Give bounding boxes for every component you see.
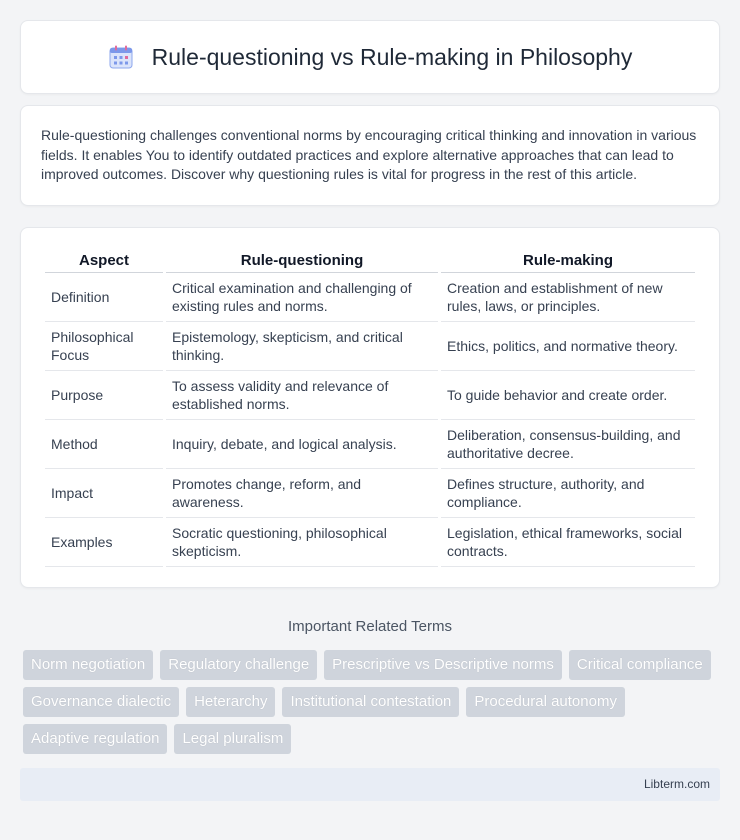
column-header-aspect: Aspect <box>45 248 163 273</box>
cell-aspect: Purpose <box>45 371 163 420</box>
header-card <box>20 20 720 94</box>
related-term-tag[interactable]: Governance dialectic <box>23 687 179 717</box>
table-row <box>45 469 695 518</box>
page-title: Rule-questioning vs Rule-making in Philosophy <box>151 43 633 70</box>
related-term-tag[interactable]: Heterarchy <box>186 687 275 717</box>
cell-rule-making: Legislation, ethical frameworks, social contracts. <box>441 518 695 567</box>
table-row <box>45 518 695 567</box>
related-term-tag[interactable]: Critical compliance <box>569 650 711 680</box>
related-terms-heading: Important Related Terms <box>288 617 452 635</box>
cell-rule-questioning: Inquiry, debate, and logical analysis. <box>166 420 438 469</box>
cell-rule-questioning: Critical examination and challenging of existing rules and norms. <box>166 273 438 322</box>
related-terms-list <box>20 650 720 754</box>
cell-rule-questioning: To assess validity and relevance of established norms. <box>166 371 438 420</box>
comparison-table <box>42 248 698 567</box>
related-term-tag[interactable]: Regulatory challenge <box>160 650 317 680</box>
cell-rule-questioning: Promotes change, reform, and awareness. <box>166 469 438 518</box>
cell-rule-making: Deliberation, consensus-building, and authoritative decree. <box>441 420 695 469</box>
cell-rule-making: To guide behavior and create order. <box>441 371 695 420</box>
footer <box>20 768 720 801</box>
footer-site-link[interactable]: Libterm.com <box>643 777 710 791</box>
cell-aspect: Method <box>45 420 163 469</box>
cell-aspect: Impact <box>45 469 163 518</box>
intro-text: Rule-questioning challenges conventional norms by encouraging critical thinking and innovation in various fields. It enables You to identify outdated practices and explore alternative approaches that can lead to improved outcomes. Discover why questioning rules is vital for progress in the rest of this article. <box>41 127 697 182</box>
table-row <box>45 371 695 420</box>
table-row <box>45 322 695 371</box>
related-term-tag[interactable]: Prescriptive vs Descriptive norms <box>324 650 562 680</box>
table-row <box>45 273 695 322</box>
table-row <box>45 420 695 469</box>
cell-aspect: Definition <box>45 273 163 322</box>
calendar-grid-icon <box>108 44 134 70</box>
related-term-tag[interactable]: Adaptive regulation <box>23 724 167 754</box>
intro-card <box>20 105 720 206</box>
cell-rule-questioning: Socratic questioning, philosophical skepticism. <box>166 518 438 567</box>
related-term-tag[interactable]: Norm negotiation <box>23 650 153 680</box>
cell-rule-making: Creation and establishment of new rules, laws, or principles. <box>441 273 695 322</box>
column-header-rule-questioning: Rule-questioning <box>166 248 438 273</box>
related-term-tag[interactable]: Procedural autonomy <box>466 687 625 717</box>
cell-aspect: Examples <box>45 518 163 567</box>
comparison-table-card <box>20 227 720 588</box>
cell-aspect: Philosophical Focus <box>45 322 163 371</box>
cell-rule-questioning: Epistemology, skepticism, and critical thinking. <box>166 322 438 371</box>
table-header-row <box>45 248 695 273</box>
related-term-tag[interactable]: Institutional contestation <box>282 687 459 717</box>
cell-rule-making: Defines structure, authority, and compliance. <box>441 469 695 518</box>
related-term-tag[interactable]: Legal pluralism <box>174 724 291 754</box>
column-header-rule-making: Rule-making <box>441 248 695 273</box>
cell-rule-making: Ethics, politics, and normative theory. <box>441 322 695 371</box>
